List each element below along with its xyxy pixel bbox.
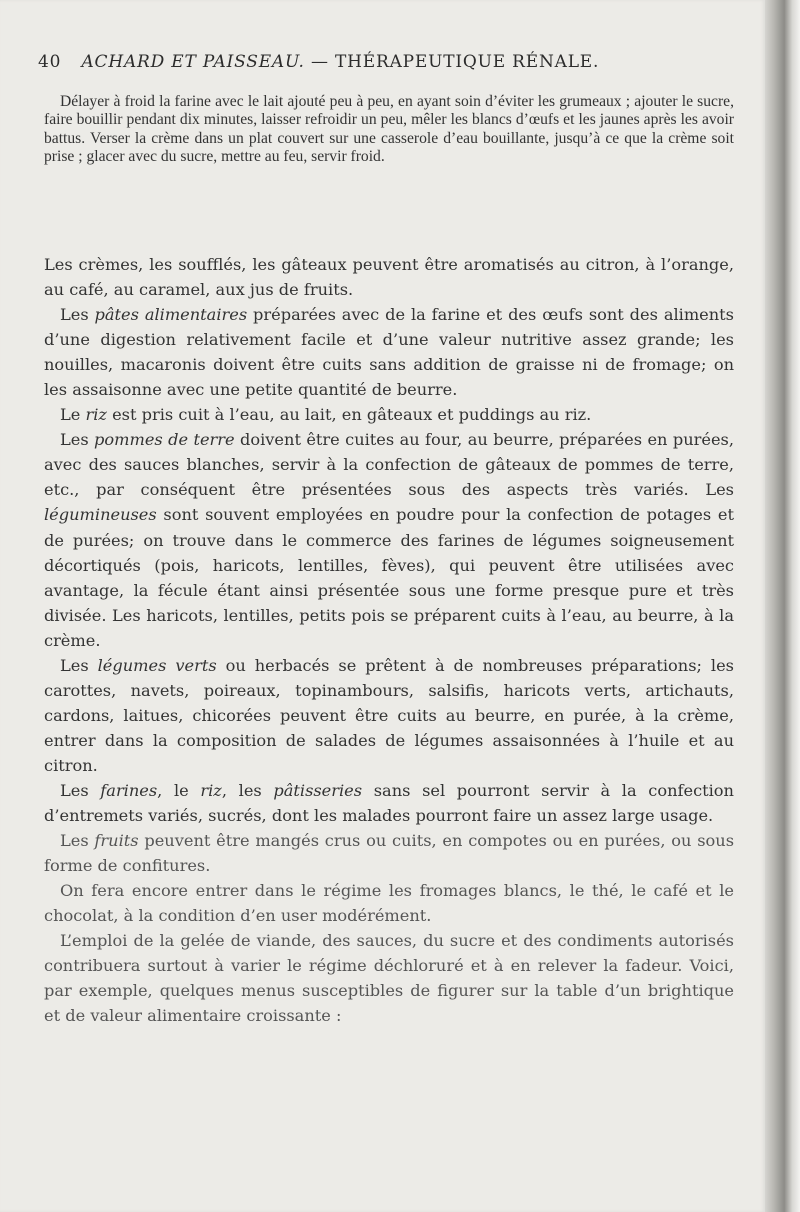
term-legumineuses: légumineuses [44,505,157,525]
term-pates: pâtes alimentaires [94,305,248,325]
paragraph-pates [44,302,734,402]
running-head-title: THÉRAPEUTIQUE RÉNALE. [335,52,600,72]
paragraph-pommes-de-terre [44,427,734,652]
text-run: Le [60,405,86,425]
text-run: est pris cuit à l’eau, au lait, en gâteaux et puddings au riz. [106,405,592,425]
paragraph-legumes-verts [44,653,734,778]
term-pommes-de-terre: pommes de terre [94,430,235,450]
text-run: sans sel pourront servir à la confection d’entremets variés, sucrés, dont les malades pourront faire un assez large usage. [44,780,734,826]
paragraph-farines [44,778,734,828]
text-run: sont souvent employées en poudre pour la confection de potages et de purées; on trouve dans le commerce des farines de légumes soigneusement décortiqués (pois, haricots, lentilles, fèves), qui peuvent être utilisées avec avantage, la fécule étant ainsi présentée sous une forme presque pure et très divisée. Les haricots, lentilles, petits pois se préparent cuits à l’eau, au beurre, à la crème. [44,505,734,650]
paragraph-aromas: Les crèmes, les soufflés, les gâteaux peuvent être aromatisés au citron, à l’orange, au café, au caramel, aux jus de fruits. [44,255,734,300]
paragraph-gelee: L’emploi de la gelée de viande, des sauces, du sucre et des condiments autorisés contribuera surtout à varier le régime déchloruré et à en relever la fadeur. Voici, par exemple, quelques menus susceptibles de figurer sur la table d’un brightique et de valeur alimentaire croissante : [44,931,734,1026]
running-head-dash: — [310,52,329,72]
text-run: , les [221,780,274,800]
page-number: 40 [38,52,62,72]
term-patisseries: pâtisseries [273,780,363,800]
term-riz: riz [85,405,107,425]
text-run: Les [60,831,95,851]
term-riz-2: riz [200,780,222,800]
main-text [44,252,734,1028]
text-run: Les [60,305,95,325]
paragraph-fromages: On fera encore entrer dans le régime les fromages blancs, le thé, le café et le chocolat, à la condition d’en user modérément. [44,881,734,926]
text-run: Les [60,780,101,800]
text-run: Les [60,430,95,450]
paragraph-riz [44,402,734,427]
text-run: doivent être cuites au four, au beurre, préparées en purées, avec des sauces blanches, servir à la confection de gâteaux de pommes de terre, etc., par conséquent être présentées sous des aspects très variés. Les [44,430,734,500]
text-run: ou herbacés se prêtent à de nombreuses préparations; les carottes, navets, poireaux, topinambours, salsifis, haricots verts, artichauts, cardons, laitues, chicorées peuvent être cuits au beurre, en purée, à la crème, entrer dans la composition de salades de légumes assaisonnées à l’huile et au citron. [44,655,734,775]
text-run: , le [157,780,201,800]
text-run: peuvent être mangés crus ou cuits, en compotes ou en purées, ou sous forme de confitures. [44,831,734,876]
term-farines: farines [100,780,158,800]
recipe-instructions: Délayer à froid la farine avec le lait ajouté peu à peu, en ayant soin d’éviter les grumeaux ; ajouter le sucre, faire bouillir pendant dix minutes, laisser refroidir un peu, mêler les blancs d’œufs et les jaunes après les avoir battus. Verser la crème dans un plat couvert sur une casserole d’eau bouillante, jusqu’à ce que la crème soit prise ; glacer avec du sucre, mettre au feu, servir froid. [44,93,734,166]
text-run: Les [60,655,98,675]
page-edge [765,0,800,1212]
running-head [38,52,728,72]
term-fruits: fruits [94,831,139,851]
term-legumes-verts: légumes verts [97,655,217,675]
text-run: préparées avec de la farine et des œufs sont des aliments d’une digestion relativement facile et d’une valeur nutritive assez grande; les nouilles, macaronis doivent être cuits sans addition de graisse ni de fromage; on les assaisonne avec une petite quantité de beurre. [44,305,734,400]
running-head-authors: ACHARD ET PAISSEAU. [81,52,305,72]
paragraph-fruits [44,828,734,878]
